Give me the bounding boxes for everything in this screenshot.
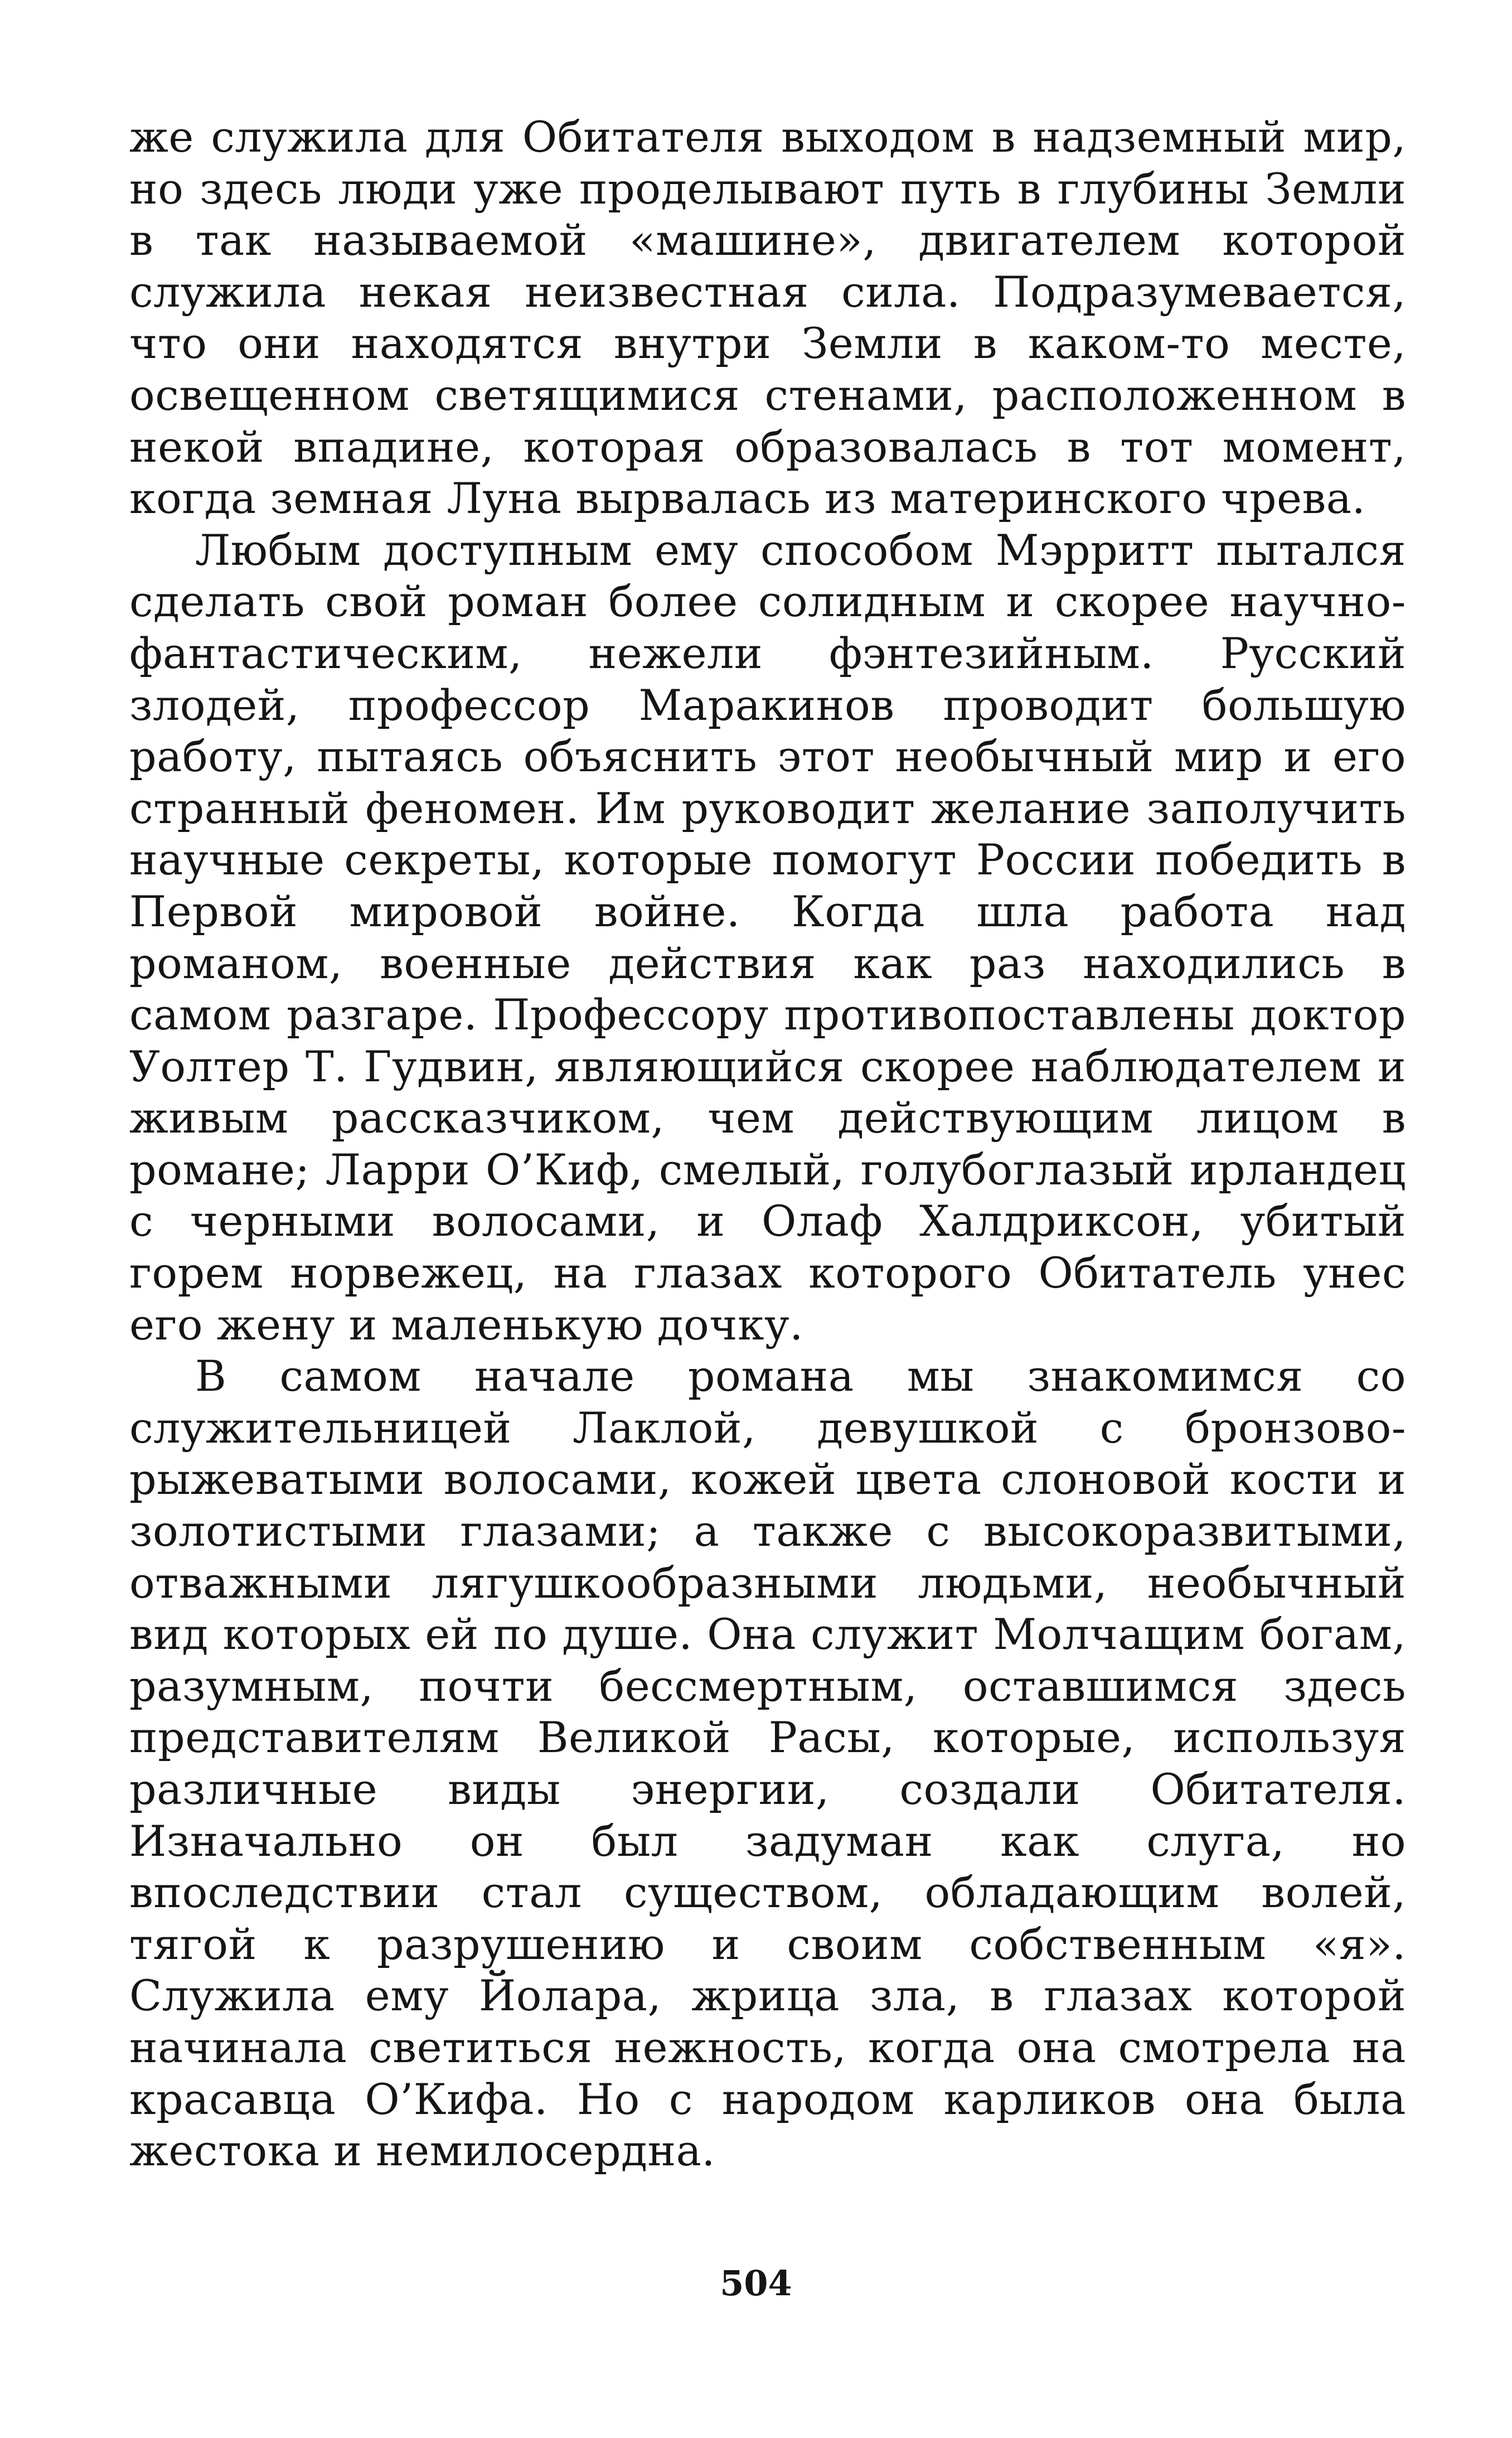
paragraph-merritt: Любым доступным ему способом Мэрритт пытался сделать свой роман более солидным и скорее научно-фантастическим, нежели фэнтезийным. Русский злодей, профессор Маракинов проводит большую работу, пытаясь объяснить этот необычный мир и его странный феномен. Им руководит желание заполучить научные секреты, которые помогут России победить в Первой мировой войне. Когда шла работа над романом, военные действия как раз находились в самом разгаре. Профессору противопоставлены доктор Уолтер Т. Гудвин, являющийся скорее наблюдателем и живым рассказчиком, чем действующим лицом в романе; Ларри О’Киф, смелый, голубоглазый ирландец с черными волосами, и Олаф Халдриксон, убитый горем норвежец, на глазах которого Обитатель унес его жену и маленькую дочку. [129, 525, 1406, 1349]
paragraph-lakla: В самом начале романа мы знакомимся со служительницей Лаклой, девушкой с бронзово-рыжеватыми волосами, кожей цвета слоновой кости и золотистыми глазами; а также с высокоразвитыми, отважными лягушкообразными людьми, необычный вид которых ей по душе. Она служит Молчащим богам, разумным, почти бессмертным, оставшимся здесь представителям Великой Расы, которые, используя различные виды энергии, создали Обитателя. Изначально он был задуман как слуга, но впоследствии стал существом, обладающим волей, тягой к разрушению и своим собственным «я». Служила ему Йолара, жрица зла, в глазах которой начинала светиться нежность, когда она смотрела на красавца О’Кифа. Но с народом карликов она была жестока и немилосердна. [129, 1351, 1406, 2176]
paragraph-continuation: же служила для Обитателя выходом в надземный мир, но здесь люди уже проделывают путь в глубины Земли в так называемой «машине», двигателем которой служила некая неизвестная сила. Подразумевается, что они находятся внутри Земли в каком-то месте, освещенном светящимися стенами, расположенном в некой впадине, которая образовалась в тот момент, когда земная Луна вырвалась из материнского чрева. [129, 112, 1406, 524]
page-number: 504 [720, 2263, 792, 2304]
body-text [129, 112, 1406, 2177]
